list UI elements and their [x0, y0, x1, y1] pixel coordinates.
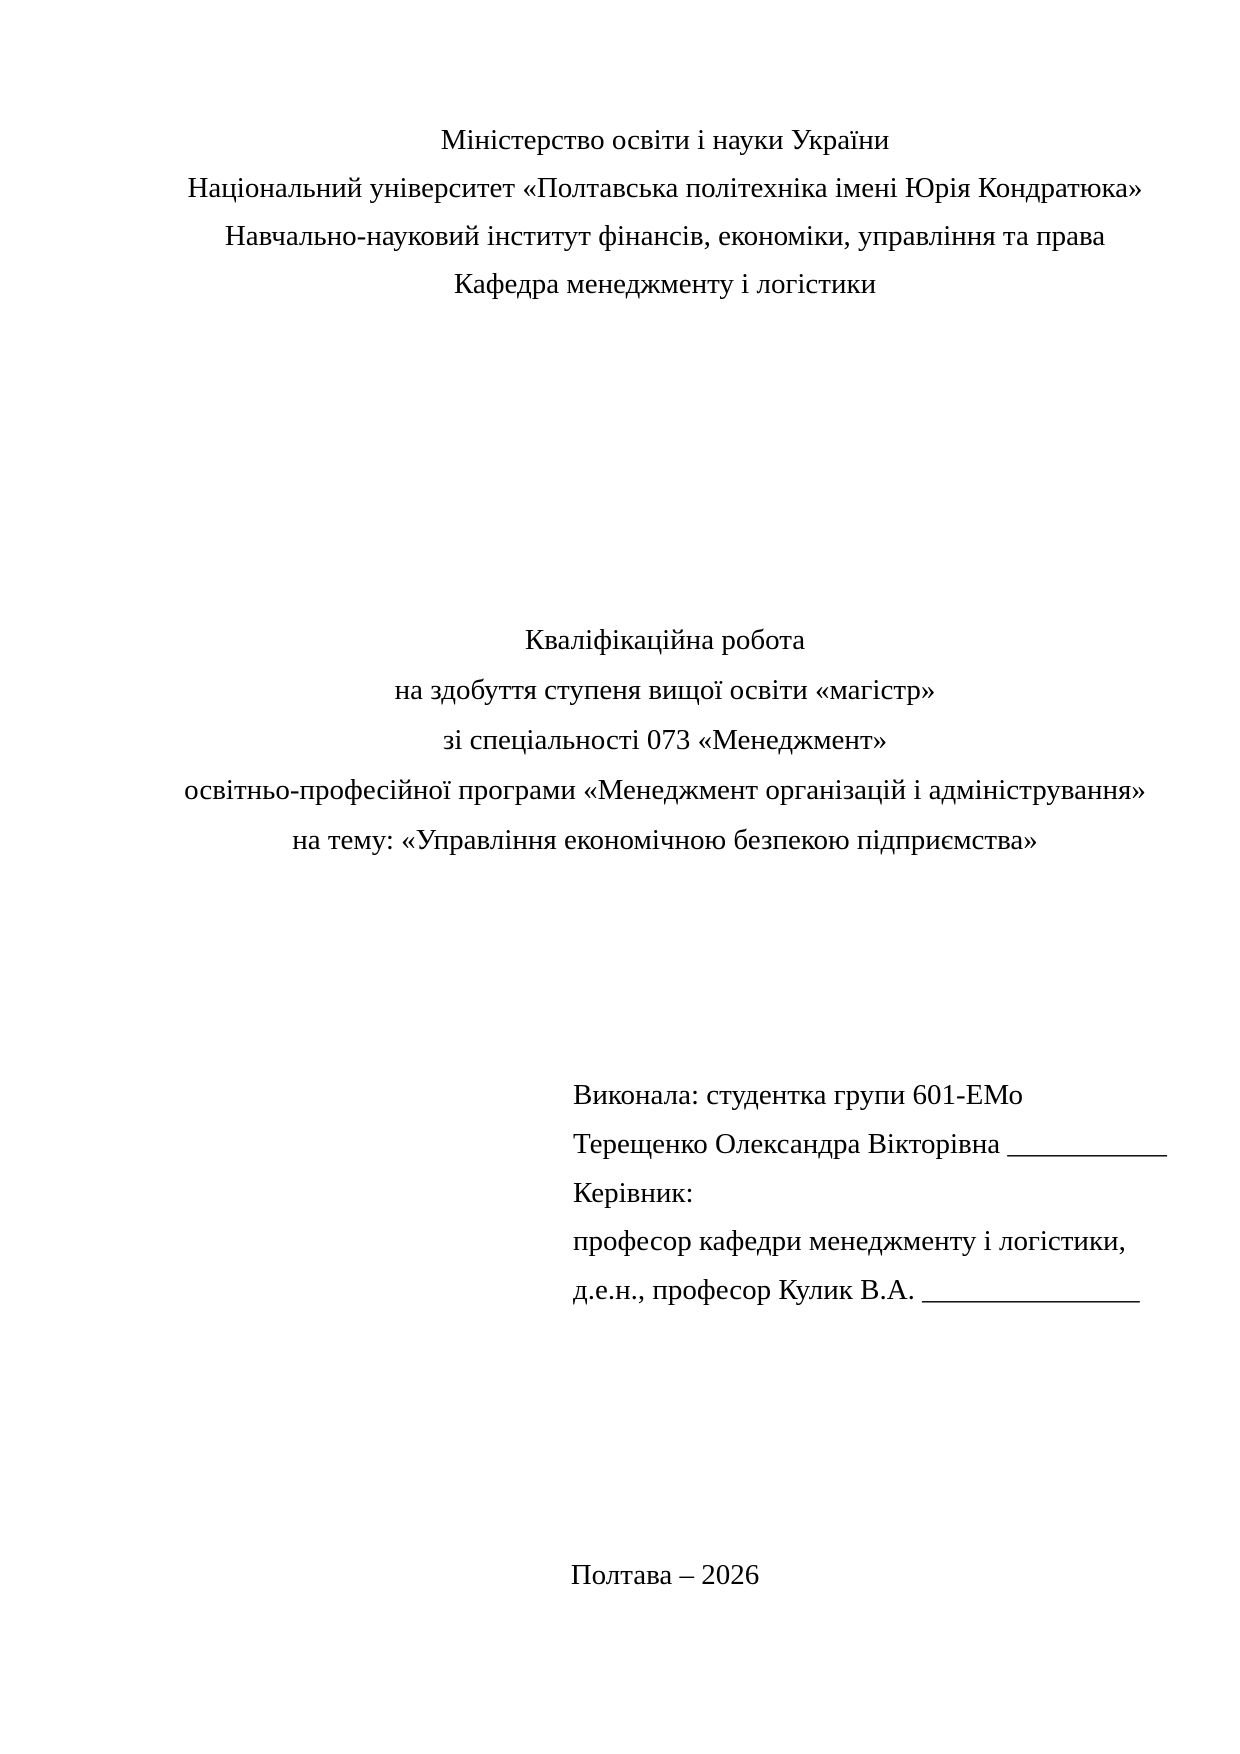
city-year-line: Полтава – 2026 — [570, 1559, 760, 1591]
supervisor-label-line: Керівник: — [573, 1176, 694, 1209]
department-line: Кафедра менеджменту і логістики — [453, 268, 877, 300]
work-type-line: Кваліфікаційна робота — [524, 624, 806, 656]
author-signature-block — [573, 1071, 1213, 1315]
supervisor-name-line: д.е.н., професор Кулик В.А. _______________ — [573, 1274, 1140, 1307]
university-line: Національний університет «Полтавська політехніка імені Юрія Кондратюка» — [187, 172, 1143, 204]
footer — [180, 1551, 1150, 1599]
topic-line: на тему: «Управління економічною безпекою підприємства» — [292, 824, 1038, 856]
institute-line: Навчально-науковий інститут фінансів, економіки, управління та права — [224, 220, 1106, 252]
student-name-line: Терещенко Олександра Вікторівна ___________ — [573, 1127, 1167, 1160]
performed-by-line: Виконала: студентка групи 601-ЕМо — [573, 1079, 1023, 1111]
ministry-line: Міністерство освіти і науки України — [440, 124, 890, 156]
university-header — [180, 116, 1150, 308]
supervisor-title-line: професор кафедри менеджменту і логістики, — [573, 1225, 1126, 1258]
degree-line: на здобуття ступеня вищої освіти «магістр» — [394, 674, 936, 706]
specialty-line: зі спеціальності 073 «Менеджмент» — [442, 724, 888, 756]
thesis-title-block — [180, 615, 1150, 865]
program-line: освітньо-професійної програми «Менеджмент організацій і адміністрування» — [184, 774, 1146, 806]
